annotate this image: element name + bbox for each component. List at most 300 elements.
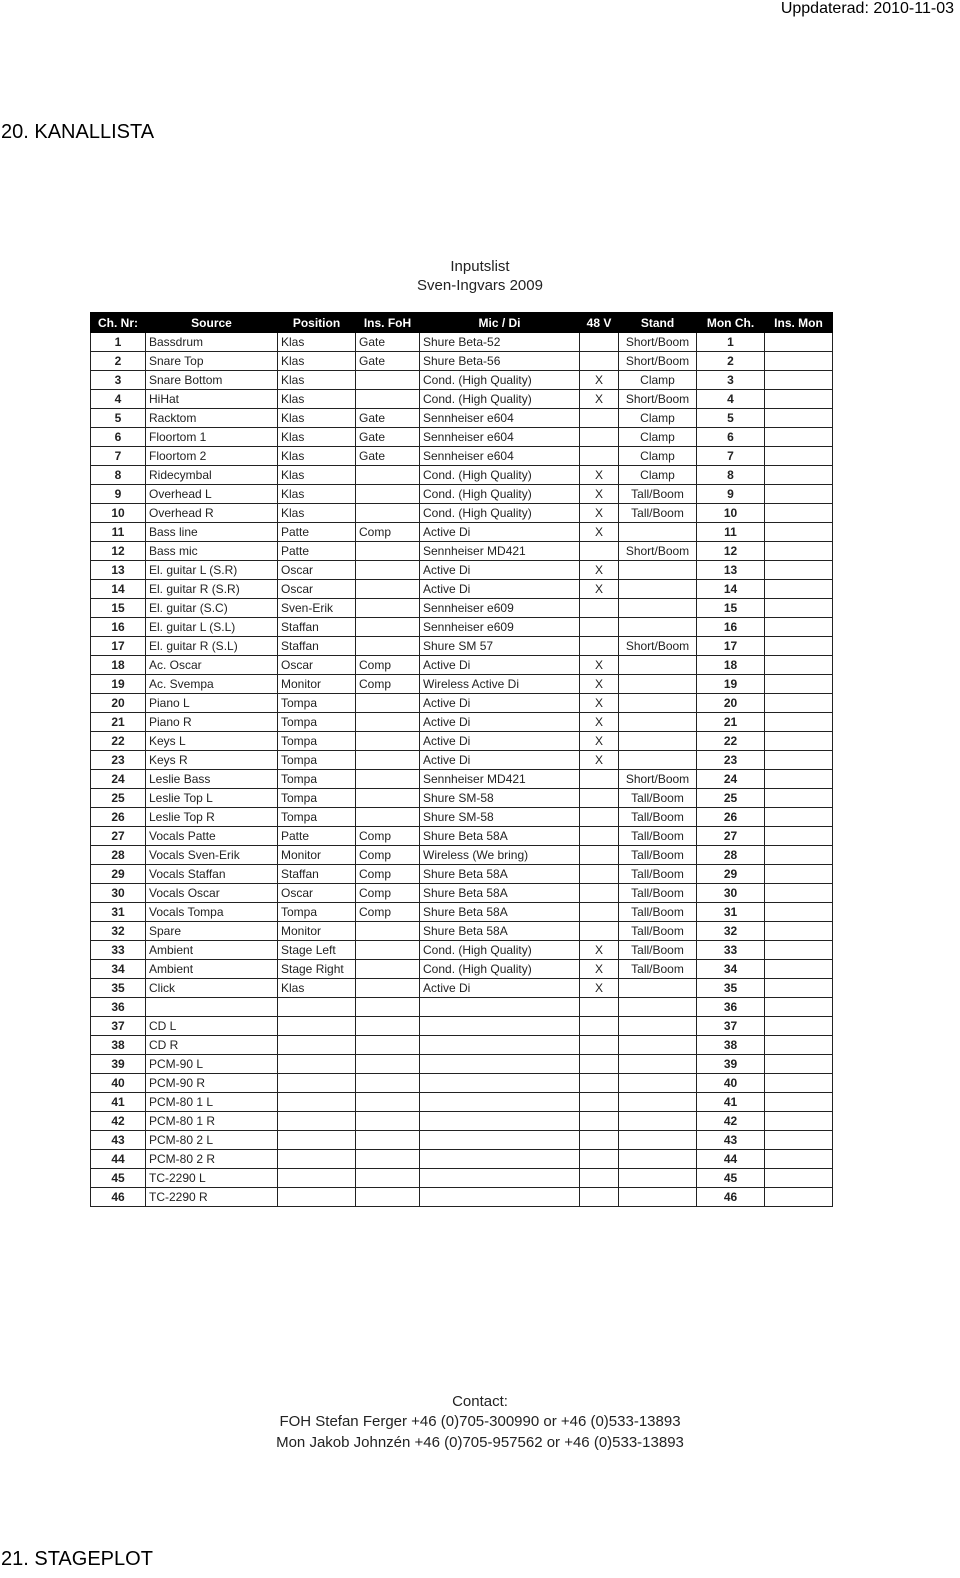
cell-ins-mon [765,846,833,865]
cell-ins-foh [356,637,420,656]
cell-position: Oscar [278,561,356,580]
cell-source: Piano L [146,694,278,713]
table-row [91,1074,833,1093]
cell-48v [580,409,619,428]
cell-ins-mon [765,333,833,352]
cell-position: Staffan [278,618,356,637]
cell-ch-nr: 14 [91,580,146,599]
cell-stand [619,1055,697,1074]
cell-mic-di: Shure SM-58 [420,789,580,808]
cell-mic-di [420,1017,580,1036]
cell-mon-ch: 37 [697,1017,765,1036]
cell-ins-mon [765,1074,833,1093]
table-row [91,637,833,656]
cell-ins-foh [356,751,420,770]
table-row [91,580,833,599]
table-row [91,333,833,352]
cell-position: Tompa [278,694,356,713]
cell-ch-nr: 13 [91,561,146,580]
table-row [91,979,833,998]
cell-ch-nr: 28 [91,846,146,865]
cell-mic-di: Active Di [420,713,580,732]
cell-ch-nr: 15 [91,599,146,618]
cell-mic-di: Shure Beta-56 [420,352,580,371]
cell-ins-foh: Comp [356,827,420,846]
table-header-row [91,313,833,333]
cell-ins-foh [356,979,420,998]
cell-stand: Short/Boom [619,542,697,561]
cell-48v: X [580,580,619,599]
cell-mic-di [420,1112,580,1131]
cell-mic-di: Shure Beta 58A [420,903,580,922]
cell-ins-mon [765,827,833,846]
table-row [91,561,833,580]
cell-ins-mon [765,466,833,485]
cell-mic-di: Shure Beta 58A [420,922,580,941]
cell-stand [619,694,697,713]
cell-48v [580,1131,619,1150]
cell-mic-di: Sennheiser e609 [420,618,580,637]
table-row [91,732,833,751]
cell-ins-foh [356,1150,420,1169]
cell-position: Klas [278,390,356,409]
cell-position: Klas [278,979,356,998]
cell-ch-nr: 23 [91,751,146,770]
cell-stand: Clamp [619,409,697,428]
cell-mic-di: Sennheiser MD421 [420,770,580,789]
cell-mic-di: Shure Beta 58A [420,827,580,846]
cell-mic-di [420,1150,580,1169]
cell-source: Overhead R [146,504,278,523]
updated-date: Uppdaterad: 2010-11-03 [780,0,954,17]
cell-48v [580,637,619,656]
table-row [91,1055,833,1074]
cell-stand [619,732,697,751]
cell-mon-ch: 3 [697,371,765,390]
cell-mon-ch: 18 [697,656,765,675]
cell-mic-di: Shure SM-58 [420,808,580,827]
cell-48v [580,1093,619,1112]
table-row [91,675,833,694]
cell-48v: X [580,713,619,732]
cell-mon-ch: 25 [697,789,765,808]
cell-source: Click [146,979,278,998]
cell-source [146,998,278,1017]
cell-stand: Short/Boom [619,390,697,409]
cell-ins-foh [356,390,420,409]
cell-position: Oscar [278,580,356,599]
cell-source: Leslie Bass [146,770,278,789]
cell-position: Klas [278,504,356,523]
cell-ins-foh [356,504,420,523]
table-row [91,1093,833,1112]
cell-48v [580,789,619,808]
table-row [91,656,833,675]
cell-mic-di: Shure Beta 58A [420,884,580,903]
table-row [91,352,833,371]
cell-ins-foh [356,1169,420,1188]
table-row [91,903,833,922]
cell-source: Overhead L [146,485,278,504]
cell-mic-di: Cond. (High Quality) [420,504,580,523]
cell-position: Patte [278,542,356,561]
cell-48v: X [580,466,619,485]
cell-stand: Clamp [619,371,697,390]
cell-mon-ch: 6 [697,428,765,447]
cell-stand: Tall/Boom [619,884,697,903]
cell-ch-nr: 45 [91,1169,146,1188]
cell-source: Ac. Oscar [146,656,278,675]
cell-source: Snare Top [146,352,278,371]
cell-mon-ch: 8 [697,466,765,485]
cell-source: Floortom 1 [146,428,278,447]
cell-mic-di: Active Di [420,523,580,542]
cell-ins-mon [765,561,833,580]
cell-ins-mon [765,770,833,789]
cell-mic-di [420,1131,580,1150]
cell-ins-foh [356,1074,420,1093]
table-row [91,789,833,808]
cell-ins-mon [765,979,833,998]
cell-ins-mon [765,485,833,504]
cell-source: Bass mic [146,542,278,561]
cell-48v [580,770,619,789]
cell-stand: Short/Boom [619,770,697,789]
inputs-table-body [91,333,833,1207]
col-header-ins-foh: Ins. FoH [356,313,420,333]
contact-mon: Mon Jakob Johnzén +46 (0)705-957562 or +46 (0)533-13893 [276,1434,684,1451]
cell-position [278,1188,356,1207]
cell-ins-foh [356,1055,420,1074]
cell-ch-nr: 30 [91,884,146,903]
cell-position: Monitor [278,675,356,694]
cell-48v: X [580,504,619,523]
cell-ins-foh [356,694,420,713]
cell-stand: Tall/Boom [619,827,697,846]
cell-ins-foh [356,561,420,580]
cell-ch-nr: 39 [91,1055,146,1074]
cell-mon-ch: 16 [697,618,765,637]
cell-mon-ch: 13 [697,561,765,580]
cell-source: Spare [146,922,278,941]
cell-stand [619,1188,697,1207]
cell-mon-ch: 9 [697,485,765,504]
cell-stand: Tall/Boom [619,941,697,960]
cell-stand: Tall/Boom [619,846,697,865]
cell-ins-mon [765,599,833,618]
cell-ins-foh: Comp [356,903,420,922]
cell-position [278,1112,356,1131]
cell-ins-foh: Gate [356,352,420,371]
cell-mon-ch: 1 [697,333,765,352]
cell-mon-ch: 22 [697,732,765,751]
cell-mic-di: Active Di [420,751,580,770]
cell-ch-nr: 35 [91,979,146,998]
table-row [91,1150,833,1169]
cell-stand [619,1112,697,1131]
cell-mic-di: Active Di [420,580,580,599]
cell-mic-di [420,1055,580,1074]
cell-48v [580,599,619,618]
cell-stand [619,751,697,770]
cell-source: Ambient [146,960,278,979]
cell-source: TC-2290 R [146,1188,278,1207]
cell-ins-mon [765,504,833,523]
cell-ch-nr: 32 [91,922,146,941]
cell-mon-ch: 20 [697,694,765,713]
cell-48v [580,1055,619,1074]
cell-source: Vocals Staffan [146,865,278,884]
table-row [91,409,833,428]
cell-position: Klas [278,485,356,504]
cell-position [278,1017,356,1036]
cell-mic-di [420,998,580,1017]
cell-48v [580,1188,619,1207]
cell-position: Klas [278,333,356,352]
cell-mon-ch: 34 [697,960,765,979]
cell-ch-nr: 21 [91,713,146,732]
cell-mon-ch: 29 [697,865,765,884]
cell-ins-foh [356,808,420,827]
cell-position: Oscar [278,656,356,675]
cell-ins-mon [765,865,833,884]
cell-position: Tompa [278,751,356,770]
table-row [91,485,833,504]
cell-position: Klas [278,428,356,447]
cell-48v: X [580,371,619,390]
cell-ins-mon [765,409,833,428]
cell-mon-ch: 44 [697,1150,765,1169]
table-row [91,941,833,960]
cell-mon-ch: 26 [697,808,765,827]
cell-ch-nr: 27 [91,827,146,846]
table-row [91,713,833,732]
cell-48v [580,1150,619,1169]
cell-48v: X [580,523,619,542]
cell-stand: Short/Boom [619,352,697,371]
col-header-ins-mon: Ins. Mon [765,313,833,333]
cell-stand: Clamp [619,428,697,447]
cell-ins-mon [765,542,833,561]
cell-mic-di: Sennheiser e604 [420,447,580,466]
cell-48v [580,1169,619,1188]
cell-ch-nr: 33 [91,941,146,960]
cell-mon-ch: 39 [697,1055,765,1074]
cell-ins-foh: Comp [356,523,420,542]
cell-source: El. guitar R (S.R) [146,580,278,599]
cell-source: Keys L [146,732,278,751]
cell-ins-foh: Gate [356,428,420,447]
cell-position: Klas [278,352,356,371]
cell-ch-nr: 42 [91,1112,146,1131]
cell-source: PCM-80 1 L [146,1093,278,1112]
cell-stand [619,618,697,637]
cell-ch-nr: 18 [91,656,146,675]
cell-ins-foh [356,1188,420,1207]
cell-stand: Clamp [619,447,697,466]
cell-stand: Tall/Boom [619,485,697,504]
cell-stand: Tall/Boom [619,504,697,523]
table-row [91,884,833,903]
cell-48v: X [580,656,619,675]
cell-ins-mon [765,903,833,922]
cell-48v: X [580,694,619,713]
table-row [91,808,833,827]
cell-ins-foh: Gate [356,447,420,466]
cell-position: Monitor [278,922,356,941]
cell-ins-mon [765,637,833,656]
cell-ins-mon [765,941,833,960]
cell-48v: X [580,960,619,979]
cell-stand: Short/Boom [619,333,697,352]
cell-stand: Tall/Boom [619,922,697,941]
cell-ins-mon [765,1131,833,1150]
cell-position: Tompa [278,903,356,922]
cell-mic-di: Cond. (High Quality) [420,466,580,485]
cell-ins-foh [356,485,420,504]
cell-ins-foh: Comp [356,656,420,675]
cell-ch-nr: 24 [91,770,146,789]
cell-mon-ch: 10 [697,504,765,523]
cell-48v [580,542,619,561]
cell-ins-foh [356,789,420,808]
cell-ins-foh [356,1036,420,1055]
cell-source: Bassdrum [146,333,278,352]
cell-ins-mon [765,390,833,409]
cell-mon-ch: 35 [697,979,765,998]
cell-mon-ch: 32 [697,922,765,941]
cell-48v: X [580,941,619,960]
cell-ch-nr: 20 [91,694,146,713]
cell-stand [619,979,697,998]
cell-ch-nr: 2 [91,352,146,371]
cell-ch-nr: 5 [91,409,146,428]
cell-source: PCM-90 L [146,1055,278,1074]
col-header-position: Position [278,313,356,333]
cell-position [278,1093,356,1112]
cell-mon-ch: 42 [697,1112,765,1131]
cell-ch-nr: 37 [91,1017,146,1036]
cell-mic-di: Sennheiser e604 [420,428,580,447]
cell-mon-ch: 15 [697,599,765,618]
cell-source: Vocals Oscar [146,884,278,903]
cell-mon-ch: 17 [697,637,765,656]
cell-position: Staffan [278,637,356,656]
cell-stand [619,1150,697,1169]
cell-ins-mon [765,523,833,542]
table-row [91,1017,833,1036]
cell-mic-di: Active Di [420,979,580,998]
cell-48v [580,903,619,922]
cell-48v [580,352,619,371]
table-row [91,694,833,713]
cell-position [278,1150,356,1169]
cell-ins-foh [356,618,420,637]
cell-mic-di [420,1074,580,1093]
cell-source: El. guitar R (S.L) [146,637,278,656]
cell-ch-nr: 7 [91,447,146,466]
cell-48v [580,447,619,466]
cell-48v [580,428,619,447]
cell-48v: X [580,485,619,504]
cell-stand: Tall/Boom [619,903,697,922]
cell-position [278,1131,356,1150]
cell-mon-ch: 38 [697,1036,765,1055]
cell-source: Snare Bottom [146,371,278,390]
inputs-table [90,312,833,1207]
cell-stand: Short/Boom [619,637,697,656]
cell-mon-ch: 33 [697,941,765,960]
cell-48v [580,333,619,352]
cell-ins-foh [356,1112,420,1131]
cell-ins-mon [765,371,833,390]
cell-ins-foh: Comp [356,675,420,694]
cell-stand [619,1169,697,1188]
table-row [91,523,833,542]
cell-source: Racktom [146,409,278,428]
cell-mic-di: Cond. (High Quality) [420,485,580,504]
table-row [91,428,833,447]
table-row [91,1188,833,1207]
cell-source: TC-2290 L [146,1169,278,1188]
cell-stand [619,599,697,618]
cell-ch-nr: 31 [91,903,146,922]
cell-source: El. guitar (S.C) [146,599,278,618]
cell-source: El. guitar L (S.R) [146,561,278,580]
cell-48v [580,846,619,865]
cell-mic-di: Shure Beta-52 [420,333,580,352]
cell-ins-foh [356,713,420,732]
cell-ins-foh [356,1017,420,1036]
cell-ins-mon [765,618,833,637]
cell-ins-mon [765,960,833,979]
cell-position: Monitor [278,846,356,865]
cell-mic-di: Wireless Active Di [420,675,580,694]
cell-ins-mon [765,580,833,599]
cell-ins-mon [765,1055,833,1074]
cell-mon-ch: 27 [697,827,765,846]
table-row [91,827,833,846]
cell-mon-ch: 43 [697,1131,765,1150]
cell-48v [580,865,619,884]
table-row [91,846,833,865]
cell-source: Ridecymbal [146,466,278,485]
cell-mon-ch: 5 [697,409,765,428]
cell-ins-foh [356,770,420,789]
cell-mic-di: Sennheiser e609 [420,599,580,618]
cell-ins-foh [356,1131,420,1150]
cell-position [278,1074,356,1093]
table-row [91,770,833,789]
cell-stand [619,580,697,599]
cell-mic-di [420,1036,580,1055]
cell-ins-mon [765,732,833,751]
cell-ins-foh: Comp [356,884,420,903]
cell-ins-foh [356,580,420,599]
cell-ins-mon [765,428,833,447]
cell-source: Leslie Top R [146,808,278,827]
cell-mon-ch: 30 [697,884,765,903]
cell-ins-mon [765,922,833,941]
cell-ch-nr: 36 [91,998,146,1017]
cell-ins-foh [356,466,420,485]
cell-mic-di: Cond. (High Quality) [420,371,580,390]
cell-ins-mon [765,352,833,371]
table-row [91,447,833,466]
cell-ins-foh: Gate [356,409,420,428]
cell-ins-mon [765,789,833,808]
cell-position: Staffan [278,865,356,884]
